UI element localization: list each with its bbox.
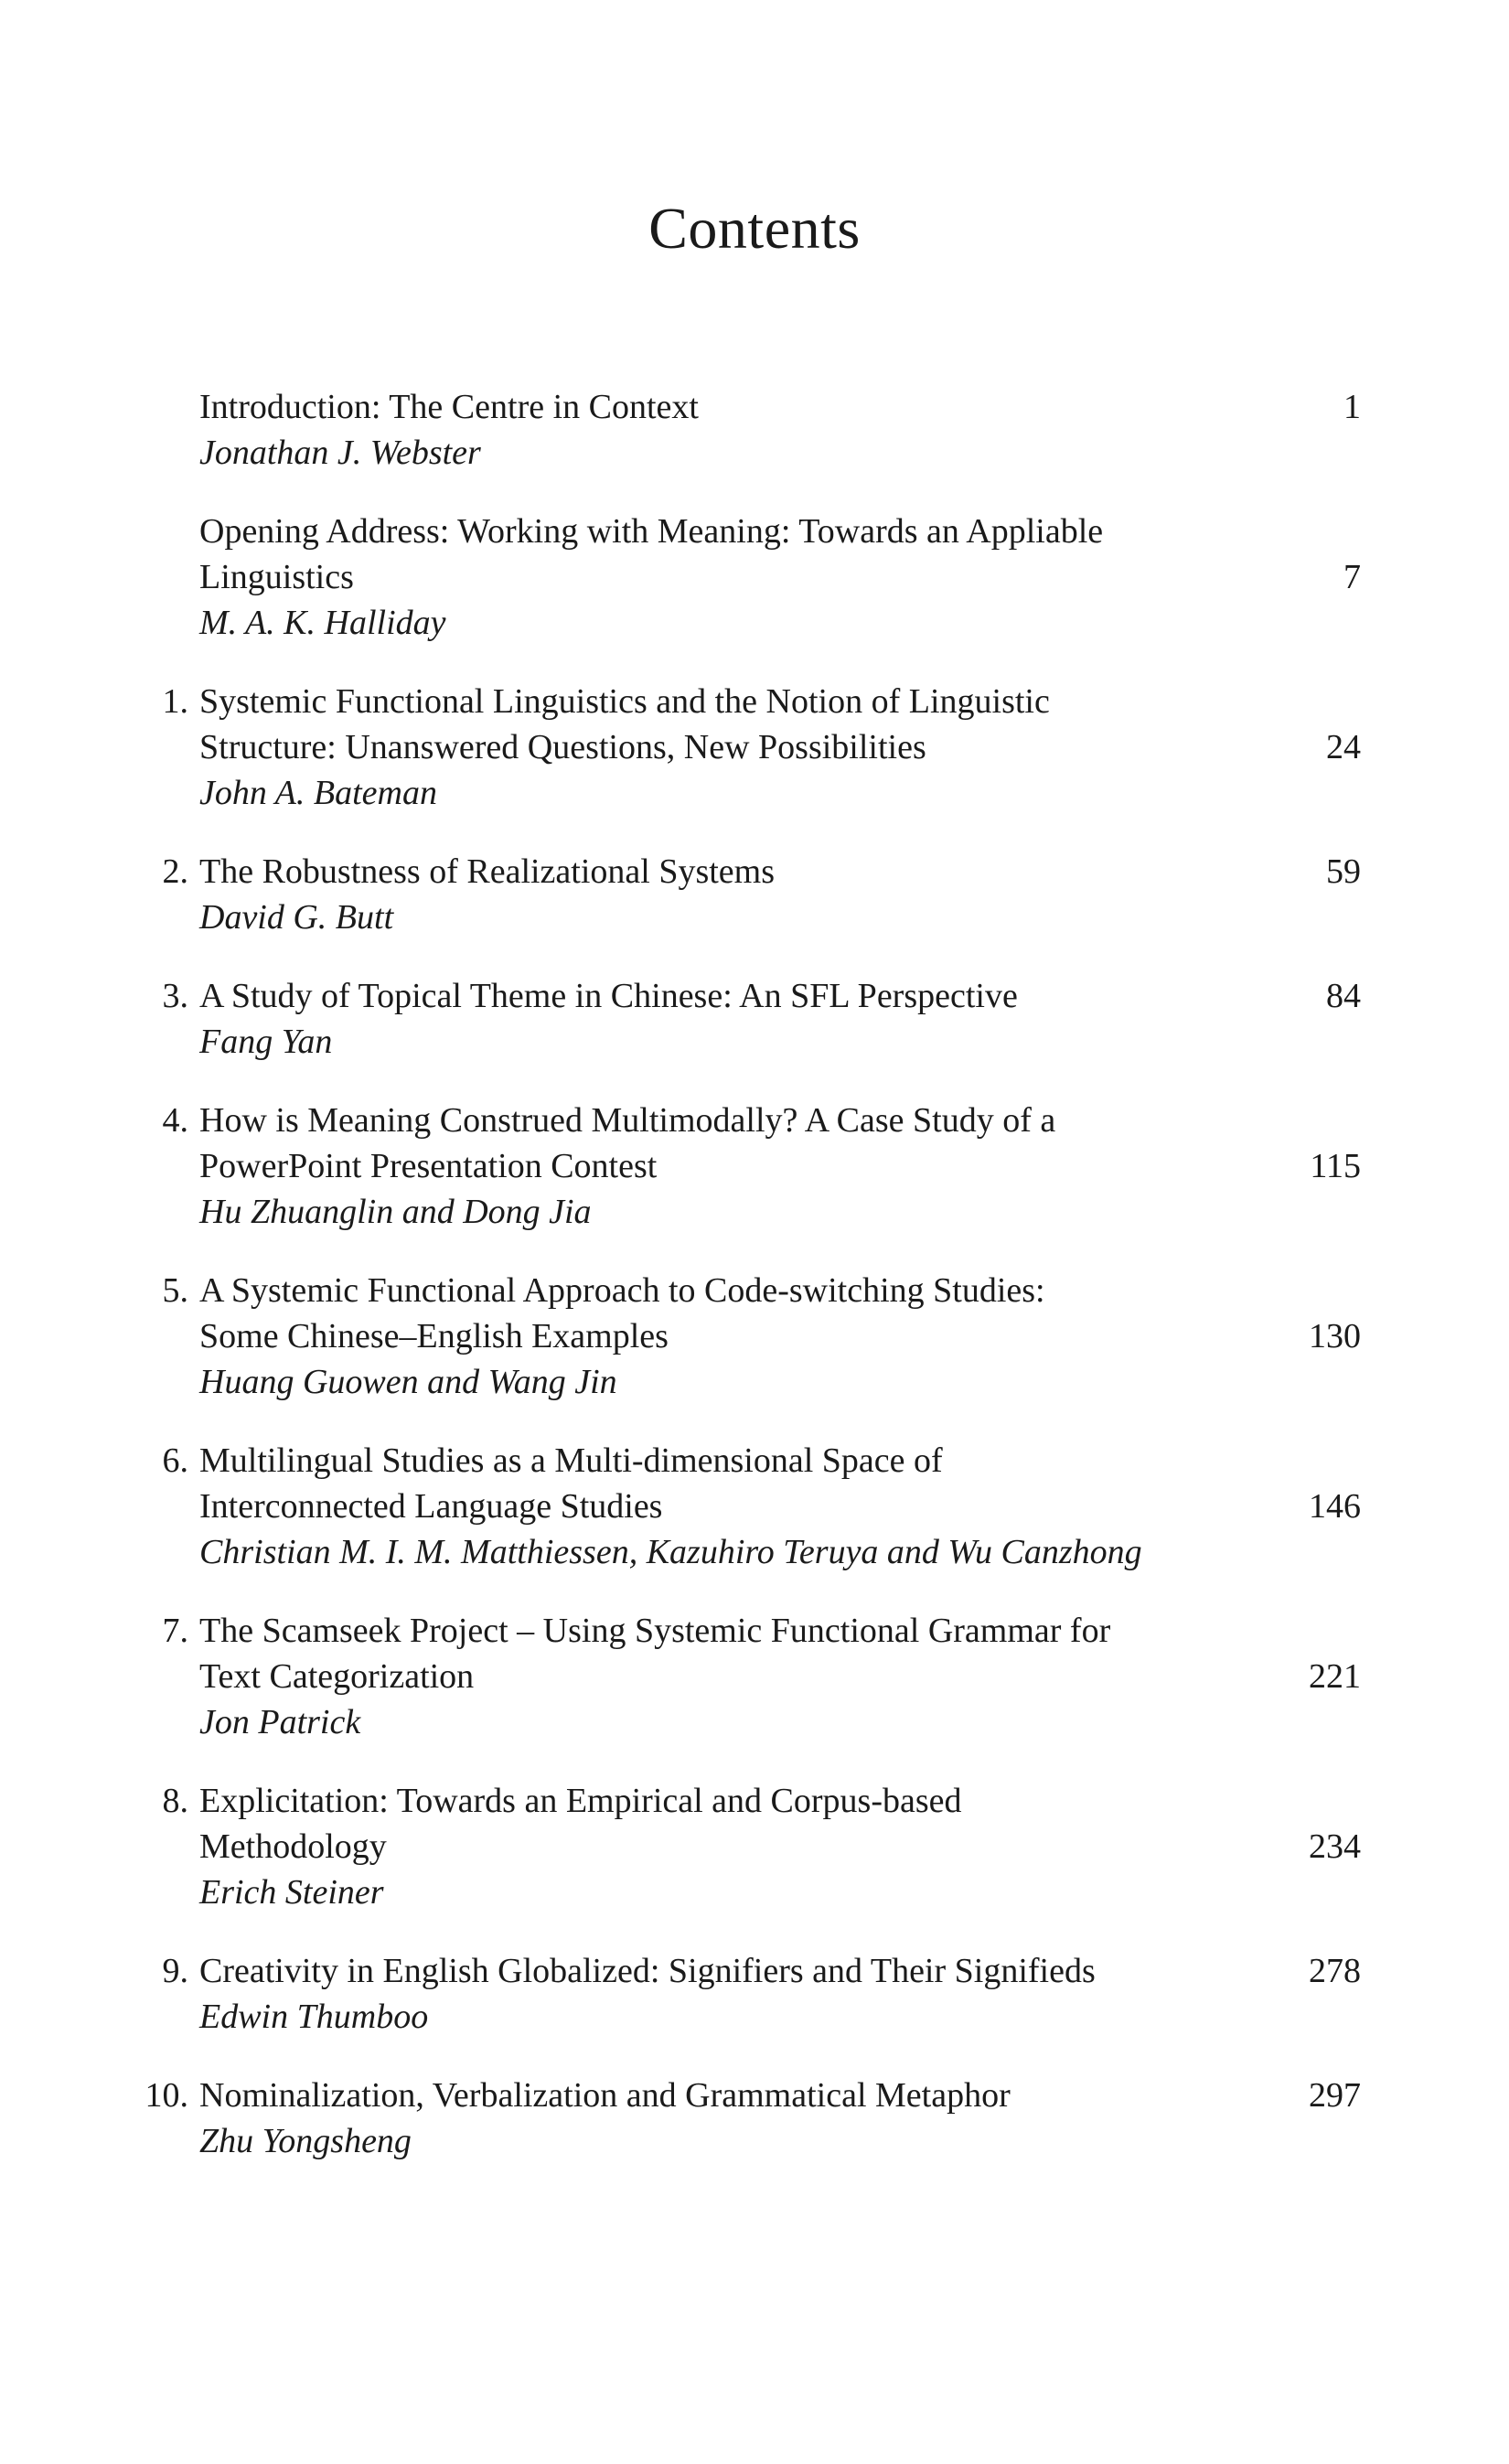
entry-title-line: A Study of Topical Theme in Chinese: An SFL Perspective: [199, 977, 1018, 1015]
toc-entry: [162, 1438, 1361, 1575]
entry-author: Erich Steiner: [199, 1873, 384, 1912]
entry-title-line: Text Categorization: [199, 1657, 475, 1696]
entry-author: Fang Yan: [199, 1023, 333, 1061]
entry-page-number: 115: [1310, 1147, 1361, 1185]
entry-title-line: PowerPoint Presentation Contest: [199, 1147, 658, 1185]
entry-title-line: Interconnected Language Studies: [199, 1487, 663, 1526]
entry-title-line: Creativity in English Globalized: Signifiers and Their Signifieds: [199, 1952, 1096, 1990]
entry-title: [199, 1608, 1251, 1699]
entry-title: [199, 2073, 1251, 2118]
entry-title-line: The Robustness of Realizational Systems: [199, 852, 776, 891]
entry-number: 4.: [162, 1101, 188, 1140]
entry-title: [199, 1778, 1251, 1869]
table-of-contents: [0, 384, 1509, 2197]
entry-number: 6.: [162, 1441, 188, 1480]
entry-page-number: 59: [1326, 852, 1361, 891]
page-title: Contents: [648, 196, 861, 261]
entry-page-number: 234: [1309, 1827, 1361, 1866]
entry-title-line: Nominalization, Verbalization and Grammatical Metaphor: [199, 2076, 1011, 2115]
entry-number: 2.: [162, 852, 188, 891]
entry-author: Hu Zhuanglin and Dong Jia: [199, 1193, 592, 1231]
entry-title-line: Methodology: [199, 1827, 387, 1866]
entry-title: [199, 973, 1251, 1019]
entry-title: [199, 384, 1251, 430]
entry-number: 10.: [144, 2076, 188, 2115]
entry-title-line: Multilingual Studies as a Multi-dimensional Space of: [199, 1441, 943, 1480]
entry-title-line: Linguistics: [199, 558, 354, 596]
toc-entry: [162, 1608, 1361, 1745]
toc-entry: [162, 679, 1361, 816]
entry-page-number: 221: [1309, 1657, 1361, 1696]
entry-page-number: 278: [1309, 1952, 1361, 1990]
entry-title: [199, 1268, 1251, 1359]
toc-entry: [162, 973, 1361, 1065]
entry-title-line: Some Chinese–English Examples: [199, 1317, 669, 1355]
toc-entry: [199, 509, 1361, 646]
entry-author: M. A. K. Halliday: [199, 604, 446, 642]
entry-title: [199, 849, 1251, 895]
entry-page-number: 146: [1309, 1487, 1361, 1526]
toc-entry: [162, 1098, 1361, 1235]
toc-entry: [162, 849, 1361, 940]
entry-title-line: Explicitation: Towards an Empirical and Corpus-based: [199, 1782, 962, 1820]
entry-author: Jonathan J. Webster: [199, 434, 481, 472]
entry-number: 8.: [162, 1782, 188, 1820]
entry-author: Edwin Thumboo: [199, 1998, 429, 2036]
entry-page-number: 84: [1326, 977, 1361, 1015]
entry-number: 3.: [162, 977, 188, 1015]
entry-title-line: Systemic Functional Linguistics and the Notion of Linguistic: [199, 682, 1050, 721]
entry-title-line: How is Meaning Construed Multimodally? A Case Study of a: [199, 1101, 1056, 1140]
entry-page-number: 24: [1326, 728, 1361, 766]
entry-title-line: Introduction: The Centre in Context: [199, 388, 699, 426]
toc-entry: [162, 1778, 1361, 1915]
toc-entry: [162, 1948, 1361, 2040]
toc-entry: [144, 2073, 1361, 2164]
entry-title-line: Opening Address: Working with Meaning: Towards an Appliable: [199, 512, 1104, 551]
entry-author: Christian M. I. M. Matthiessen, Kazuhiro Teruya and Wu Canzhong: [199, 1533, 1142, 1571]
entry-page-number: 297: [1309, 2076, 1361, 2115]
entry-title: [199, 1438, 1251, 1529]
entry-title: [199, 1098, 1251, 1189]
entry-number: 5.: [162, 1271, 188, 1310]
entry-title: [199, 509, 1251, 600]
entry-author: David G. Butt: [199, 898, 394, 937]
entry-title-line: The Scamseek Project – Using Systemic Functional Grammar for: [199, 1612, 1111, 1650]
entry-title-line: A Systemic Functional Approach to Code-switching Studies:: [199, 1271, 1045, 1310]
entry-author: John A. Bateman: [199, 774, 437, 812]
entry-page-number: 1: [1343, 388, 1361, 426]
entry-title: [199, 1948, 1251, 1994]
entry-number: 1.: [162, 682, 188, 721]
entry-page-number: 130: [1309, 1317, 1361, 1355]
entry-author: Jon Patrick: [199, 1703, 361, 1741]
entry-page-number: 7: [1343, 558, 1361, 596]
entry-title: [199, 679, 1251, 770]
entry-author: Zhu Yongsheng: [199, 2122, 412, 2160]
entry-number: 9.: [162, 1952, 188, 1990]
toc-entry: [199, 384, 1361, 476]
entry-number: 7.: [162, 1612, 188, 1650]
entry-author: Huang Guowen and Wang Jin: [199, 1363, 617, 1401]
toc-entry: [162, 1268, 1361, 1405]
entry-title-line: Structure: Unanswered Questions, New Possibilities: [199, 728, 926, 766]
